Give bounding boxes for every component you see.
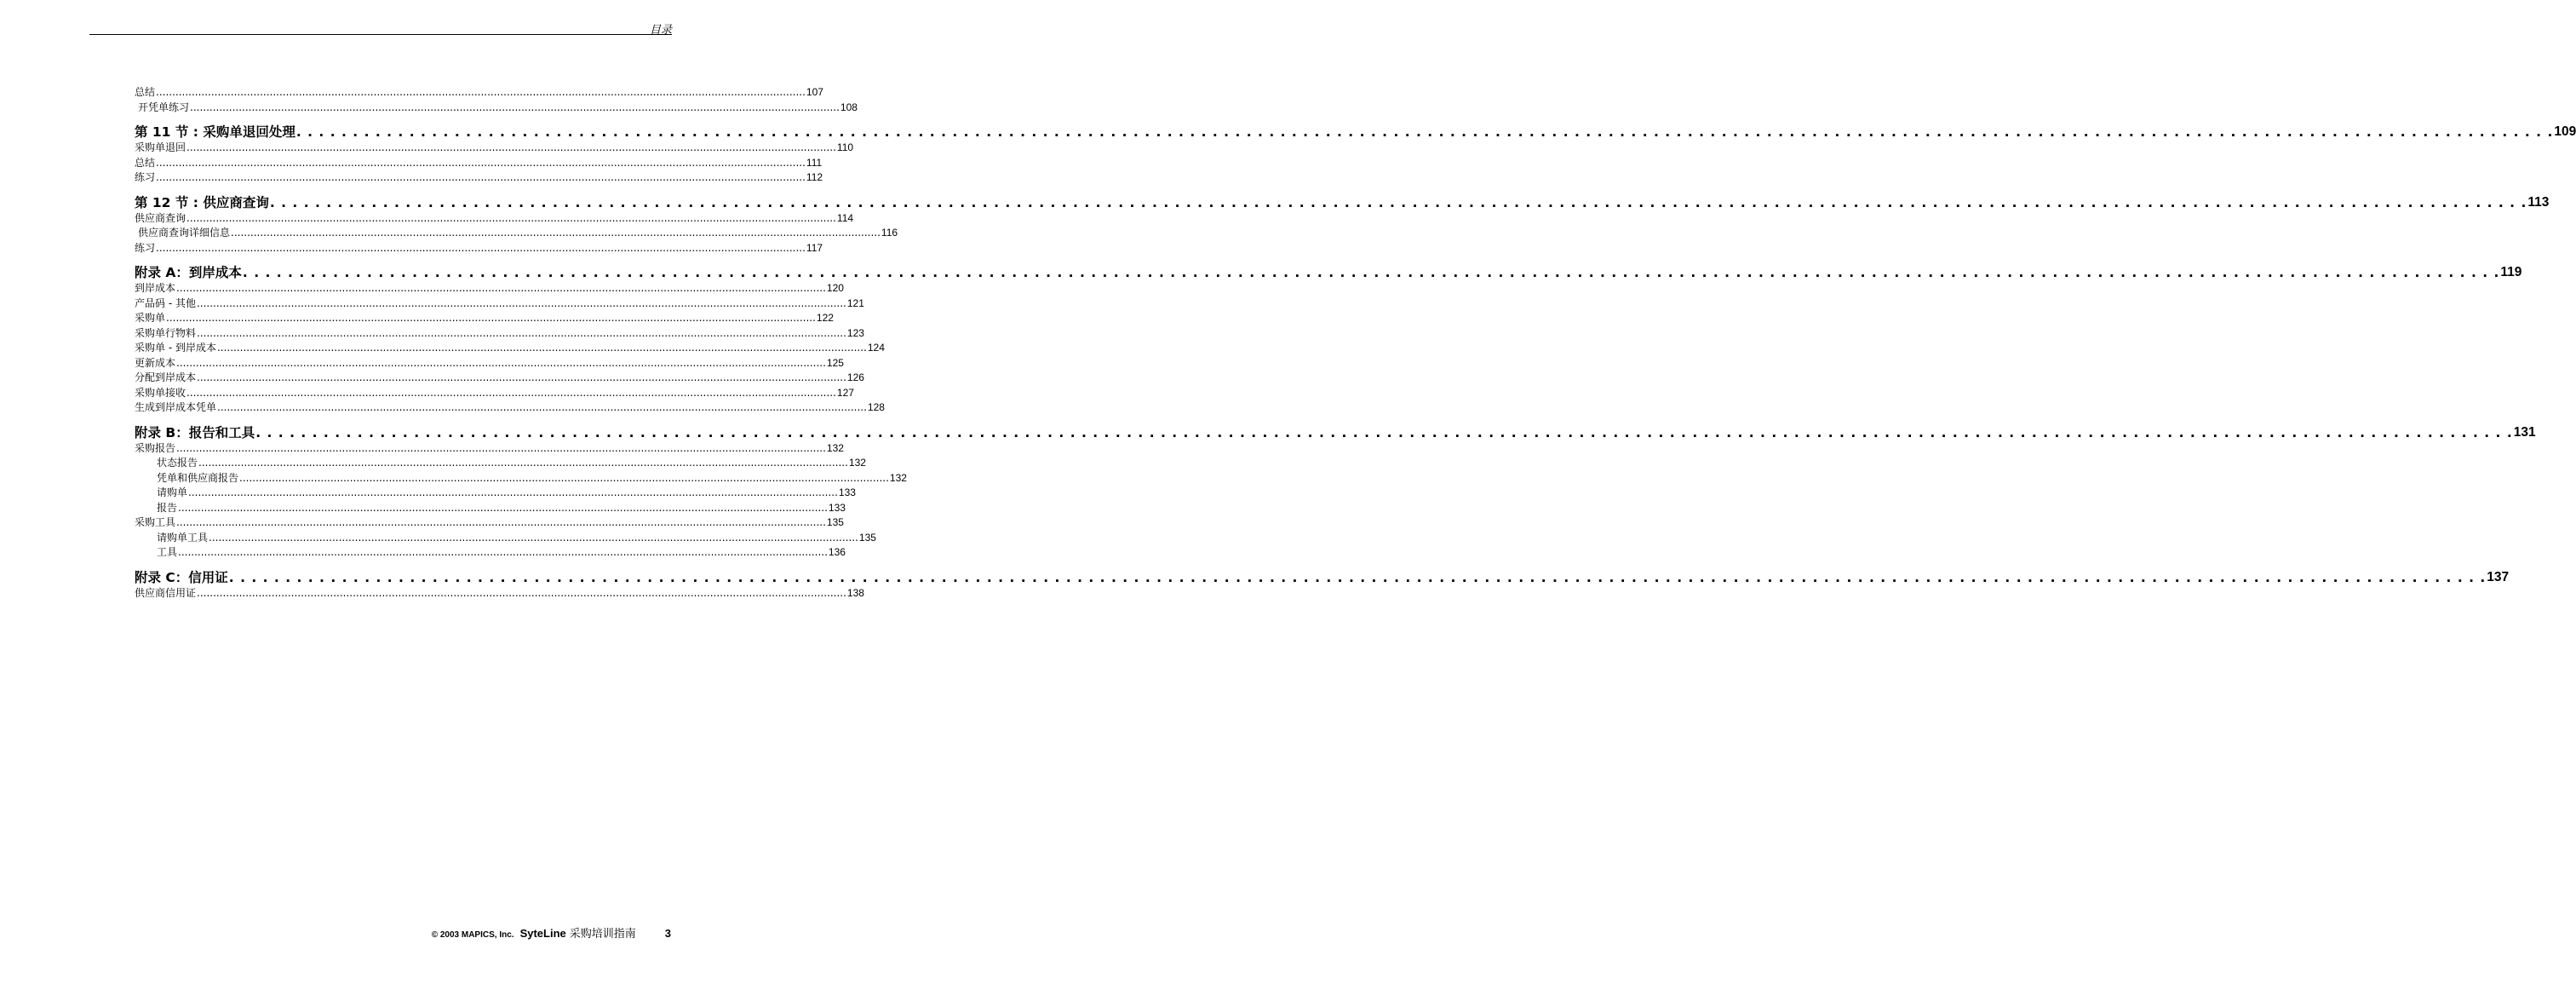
toc-entry[interactable] [135, 586, 864, 601]
table-of-contents [135, 85, 2576, 601]
toc-entry[interactable] [135, 441, 844, 457]
toc-page-number: 138 [846, 586, 864, 599]
toc-entry-label: 采购单退回 [135, 141, 186, 153]
toc-entry[interactable] [135, 326, 864, 342]
header-title: 目录 [649, 24, 672, 37]
toc-entry-label: 请购单 [157, 486, 188, 498]
toc-entry-label: 附录 A：到岸成本 [135, 265, 242, 280]
toc-entry-label: 请购单工具 [157, 531, 209, 544]
toc-entry-label: 状态报告 [157, 457, 198, 469]
toc-section-heading[interactable] [135, 194, 2550, 211]
toc-dot-leader: ........................................................................................................................................................................................................ [231, 227, 881, 239]
toc-entry-label: 更新成本 [135, 356, 176, 369]
toc-entry-label: 工具 [157, 546, 178, 558]
toc-entry[interactable] [135, 371, 864, 386]
toc-section-heading[interactable] [135, 569, 2510, 586]
toc-page-number: 121 [846, 296, 864, 309]
toc-page-number: 119 [2500, 265, 2522, 279]
toc-entry[interactable] [135, 501, 846, 516]
toc-page-number: 120 [826, 282, 844, 294]
toc-page-number: 109 [2554, 124, 2576, 139]
toc-dot-leader: ........................................................................................................................................................................................................ [196, 296, 846, 309]
toc-dot-leader: ........................................................................................................................................................................................................ [188, 486, 838, 498]
toc-dot-leader: ........................................................................................................................................................................................................ [156, 171, 806, 183]
toc-entry[interactable] [135, 400, 885, 416]
footer-brand: SyteLine [519, 927, 566, 940]
toc-dot-leader: ........................................................................................................................................................................................................ [216, 342, 867, 354]
toc-page-number: 117 [806, 241, 823, 254]
footer-guide-title: 采购培训指南 [569, 928, 636, 941]
toc-dot-leader: ........................................................................................................................................................................................................ [156, 86, 806, 98]
toc-page-number: 110 [836, 141, 854, 153]
toc-entry[interactable] [135, 311, 834, 326]
footer-page-number: 3 [664, 927, 671, 940]
toc-entry-label: 凭单和供应商报告 [157, 471, 239, 484]
toc-page-number: 126 [846, 371, 864, 383]
toc-entry-label: 练习 [135, 171, 156, 183]
toc-entry-label: 开凭单练习 [138, 101, 190, 113]
toc-page-number: 133 [838, 486, 856, 498]
toc-page-number: 135 [858, 531, 876, 544]
toc-entry[interactable] [135, 456, 866, 471]
toc-dot-leader: ........................................................................................................................................................................................................ [209, 531, 858, 544]
toc-dot-leader: ........................................................................................................................................................................................................ [197, 586, 846, 599]
toc-entry-label: 采购单 - 到岸成本 [135, 342, 216, 354]
toc-dot-leader: . . . . . . . . . . . . . . . . . . . . . . . . . . . . . . . . . . . . . . . . . . . . . . . . . . . . . . . . . . . . . . . . . . . . . . . . . . . . . . . . . . . . . . . . . . . . . . . . . . . . . . . . . . . . . . . . . . . . . . . . . . . . . . . . . . . . . . . . . . . . . . . . . . . . . . . . . . . . . . . . . . . . . . . . . . . . . . . . . . . . . . . . . . . . . . . . . . . . . . . . [228, 569, 2487, 585]
toc-entry-label: 供应商信用证 [135, 586, 197, 599]
toc-entry-label: 总结 [135, 86, 156, 98]
toc-dot-leader: ........................................................................................................................................................................................................ [176, 356, 826, 369]
toc-page-number: 113 [2527, 194, 2550, 210]
toc-entry[interactable] [135, 471, 907, 486]
toc-page-number: 132 [889, 471, 907, 484]
toc-dot-leader: ........................................................................................................................................................................................................ [186, 141, 836, 153]
toc-section-heading[interactable] [135, 424, 2536, 441]
toc-section-heading[interactable] [135, 264, 2522, 281]
toc-page-number: 108 [840, 101, 858, 113]
toc-dot-leader: ........................................................................................................................................................................................................ [178, 546, 828, 558]
toc-entry[interactable] [135, 281, 844, 296]
toc-entry-label: 附录 C：信用证 [135, 569, 228, 585]
toc-entry[interactable] [135, 296, 864, 312]
toc-page-number: 125 [826, 356, 844, 369]
toc-entry[interactable] [135, 386, 854, 401]
toc-page-number: 111 [806, 156, 823, 169]
toc-entry-label: 总结 [135, 156, 156, 169]
toc-page-number: 114 [836, 211, 854, 224]
toc-entry-label: 采购工具 [135, 516, 176, 528]
toc-entry[interactable] [135, 170, 823, 186]
toc-dot-leader: ........................................................................................................................................................................................................ [239, 471, 889, 484]
toc-entry-label: 第 12 节 : 供应商查询 [135, 194, 269, 210]
toc-entry[interactable] [135, 101, 858, 116]
toc-dot-leader: ........................................................................................................................................................................................................ [198, 457, 848, 469]
toc-entry[interactable] [135, 515, 844, 531]
toc-dot-leader: . . . . . . . . . . . . . . . . . . . . . . . . . . . . . . . . . . . . . . . . . . . . . . . . . . . . . . . . . . . . . . . . . . . . . . . . . . . . . . . . . . . . . . . . . . . . . . . . . . . . . . . . . . . . . . . . . . . . . . . . . . . . . . . . . . . . . . . . . . . . . . . . . . . . . . . . . . . . . . . . . . . . . . . . . . . . . . . . . . . . . . . . . . . . . . . . . . . . . . . . [255, 424, 2513, 440]
toc-entry[interactable] [135, 531, 876, 546]
toc-page-number: 123 [846, 326, 864, 339]
toc-dot-leader: ........................................................................................................................................................................................................ [217, 401, 867, 413]
toc-page-number: 135 [826, 516, 844, 528]
toc-entry-label: 第 11 节 : 采购单退回处理 [135, 124, 295, 140]
toc-page-number: 116 [881, 227, 898, 239]
toc-entry-label: 供应商查询详细信息 [138, 227, 231, 239]
toc-dot-leader: ........................................................................................................................................................................................................ [166, 312, 816, 324]
toc-entry[interactable] [135, 85, 823, 101]
page-footer [432, 924, 671, 941]
toc-entry-label: 采购单行物料 [135, 326, 197, 339]
toc-entry[interactable] [135, 341, 885, 356]
toc-entry-label: 到岸成本 [135, 282, 176, 294]
toc-page-number: 132 [826, 441, 844, 454]
toc-page-number: 112 [806, 171, 823, 183]
toc-page-number: 132 [848, 457, 866, 469]
toc-entry-label: 生成到岸成本凭单 [135, 401, 217, 413]
toc-entry[interactable] [135, 356, 844, 371]
toc-entry-label: 分配到岸成本 [135, 371, 197, 383]
toc-page-number: 131 [2513, 424, 2536, 440]
toc-dot-leader: ........................................................................................................................................................................................................ [186, 211, 836, 224]
toc-entry-label: 产品码 - 其他 [135, 296, 196, 309]
toc-page-number: 107 [806, 86, 823, 98]
toc-dot-leader: ........................................................................................................................................................................................................ [176, 282, 826, 294]
toc-entry[interactable] [135, 141, 854, 156]
toc-entry[interactable] [135, 545, 846, 561]
toc-entry[interactable] [135, 156, 823, 171]
toc-entry[interactable] [135, 486, 856, 501]
toc-page-number: 124 [867, 342, 885, 354]
footer-copyright: © 2003 MAPICS, Inc. [431, 930, 514, 940]
toc-dot-leader: . . . . . . . . . . . . . . . . . . . . . . . . . . . . . . . . . . . . . . . . . . . . . . . . . . . . . . . . . . . . . . . . . . . . . . . . . . . . . . . . . . . . . . . . . . . . . . . . . . . . . . . . . . . . . . . . . . . . . . . . . . . . . . . . . . . . . . . . . . . . . . . . . . . . . . . . . . . . . . . . . . . . . . . . . . . . . . . . . . . . . . . . . . . . . . . . . . . . . . . . [269, 194, 2527, 210]
toc-entry-label: 供应商查询 [135, 211, 186, 224]
toc-dot-leader: ........................................................................................................................................................................................................ [197, 371, 846, 383]
toc-entry-label: 附录 B：报告和工具 [135, 424, 255, 440]
toc-entry-label: 练习 [135, 241, 156, 254]
toc-dot-leader: ........................................................................................................................................................................................................ [190, 101, 840, 113]
toc-entry-label: 报告 [157, 501, 178, 514]
toc-dot-leader: . . . . . . . . . . . . . . . . . . . . . . . . . . . . . . . . . . . . . . . . . . . . . . . . . . . . . . . . . . . . . . . . . . . . . . . . . . . . . . . . . . . . . . . . . . . . . . . . . . . . . . . . . . . . . . . . . . . . . . . . . . . . . . . . . . . . . . . . . . . . . . . . . . . . . . . . . . . . . . . . . . . . . . . . . . . . . . . . . . . . . . . . . . . . . . . . . . . . . . . . [242, 265, 2500, 280]
toc-entry[interactable] [135, 211, 854, 227]
toc-entry[interactable] [135, 226, 898, 241]
toc-page-number: 136 [828, 546, 846, 558]
toc-entry[interactable] [135, 241, 823, 256]
toc-dot-leader: ........................................................................................................................................................................................................ [186, 386, 836, 399]
toc-page-number: 122 [816, 312, 834, 324]
toc-dot-leader: ........................................................................................................................................................................................................ [156, 241, 806, 254]
toc-dot-leader: ........................................................................................................................................................................................................ [156, 156, 806, 169]
toc-dot-leader: . . . . . . . . . . . . . . . . . . . . . . . . . . . . . . . . . . . . . . . . . . . . . . . . . . . . . . . . . . . . . . . . . . . . . . . . . . . . . . . . . . . . . . . . . . . . . . . . . . . . . . . . . . . . . . . . . . . . . . . . . . . . . . . . . . . . . . . . . . . . . . . . . . . . . . . . . . . . . . . . . . . . . . . . . . . . . . . . . . . . . . . . . . . . . . . . . . . . . . . . [295, 124, 2554, 140]
toc-entry-label: 采购报告 [135, 441, 176, 454]
toc-section-heading[interactable] [135, 124, 2576, 141]
toc-entry-label: 采购单接收 [135, 386, 186, 399]
toc-page-number: 128 [867, 401, 885, 413]
toc-dot-leader: ........................................................................................................................................................................................................ [176, 441, 826, 454]
toc-page-number: 137 [2487, 569, 2510, 584]
running-header [89, 20, 672, 35]
toc-page-number: 127 [836, 386, 854, 399]
toc-dot-leader: ........................................................................................................................................................................................................ [176, 516, 826, 528]
toc-entry-label: 采购单 [135, 312, 166, 324]
toc-page-number: 133 [828, 501, 846, 514]
toc-dot-leader: ........................................................................................................................................................................................................ [197, 326, 846, 339]
toc-dot-leader: ........................................................................................................................................................................................................ [178, 501, 828, 514]
